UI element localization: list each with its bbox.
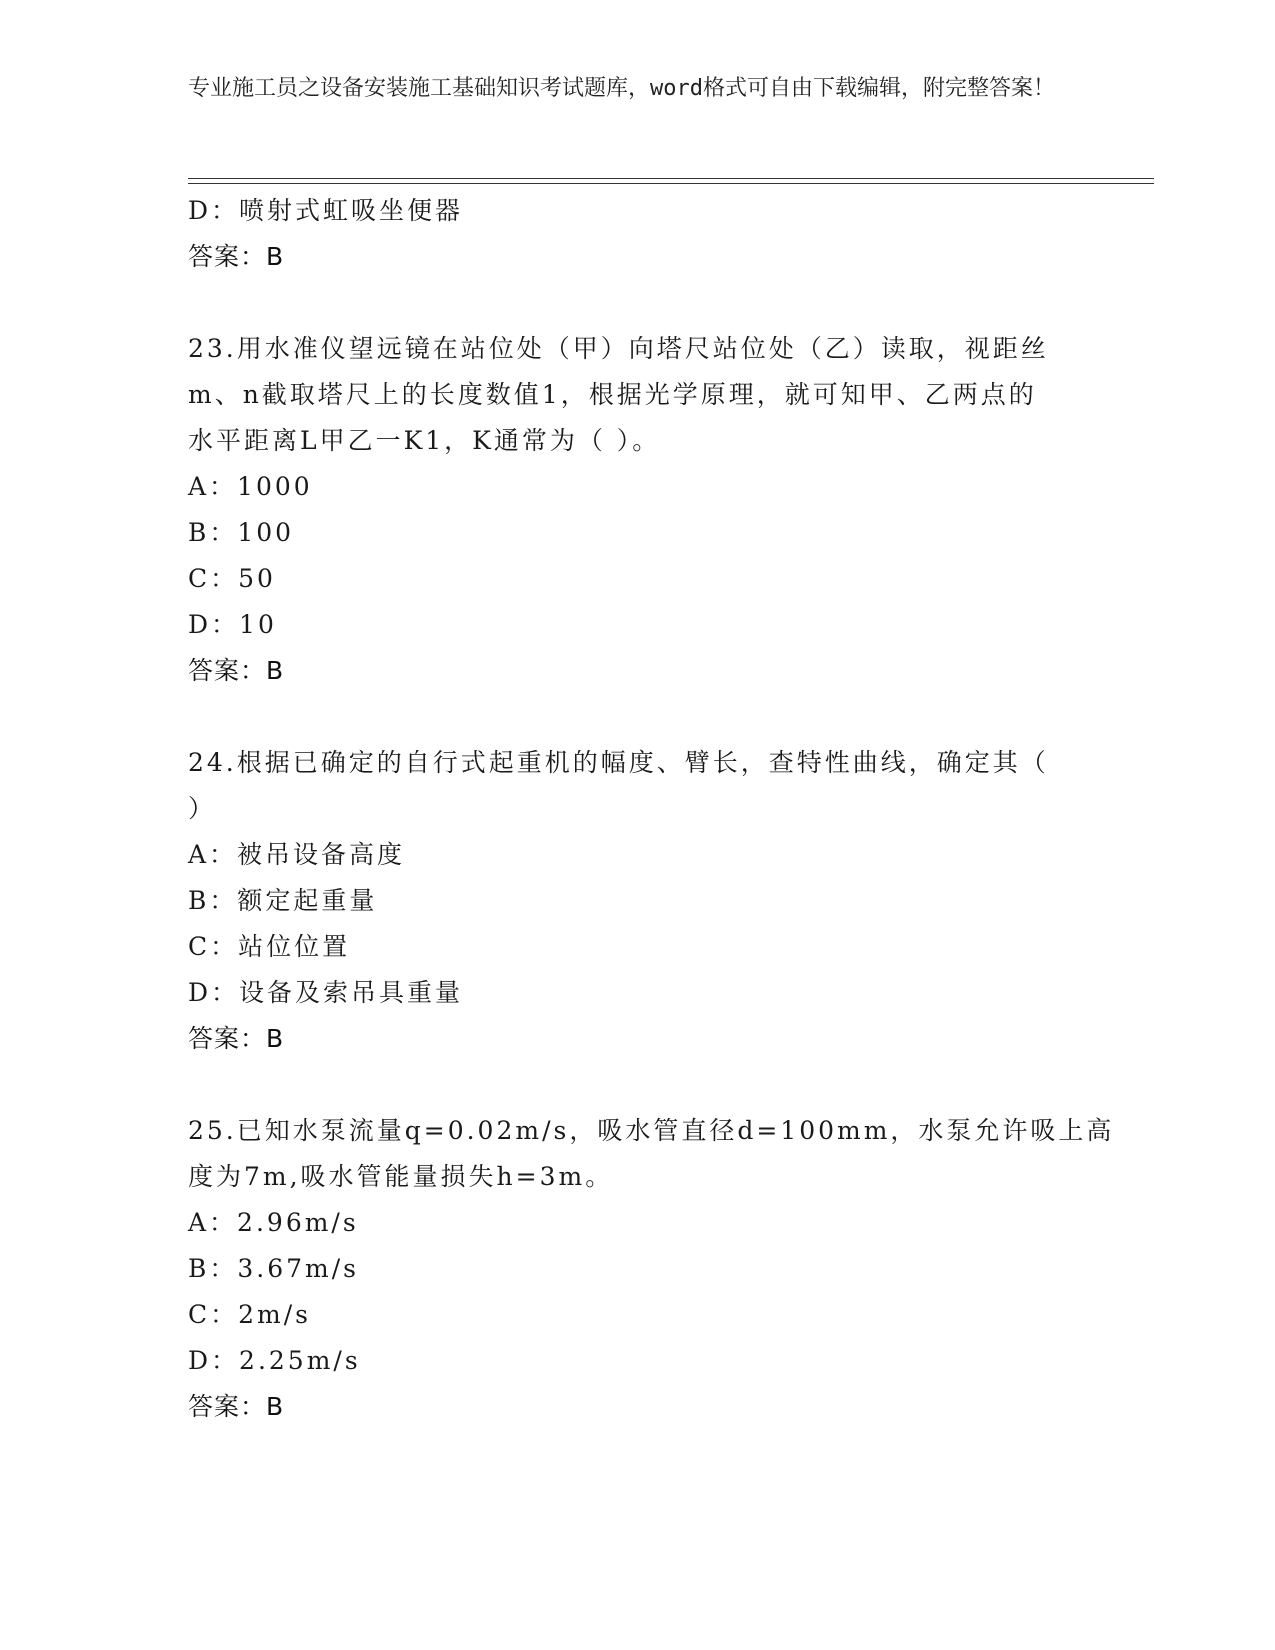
option-a: A：2.96m/s — [188, 1208, 359, 1237]
answer: 答案：B — [188, 242, 285, 271]
option-c: C：2m/s — [188, 1300, 311, 1329]
answer: 答案：B — [188, 1392, 285, 1421]
option-b: B：额定起重量 — [188, 886, 378, 915]
option-d: D：10 — [188, 610, 277, 639]
option-d: D：喷射式虹吸坐便器 — [188, 196, 464, 225]
option-c: C：站位位置 — [188, 932, 351, 961]
option-b: B：100 — [188, 518, 295, 547]
question-text-line: 23.用水准仪望远镜在站位处（甲）向塔尺站位处（乙）读取，视距丝 — [188, 334, 1049, 363]
spacer — [188, 694, 1088, 740]
option-c: C：50 — [188, 564, 276, 593]
header-divider-top — [188, 178, 1154, 179]
option-a: A：被吊设备高度 — [188, 840, 406, 869]
question-text-line: 24.根据已确定的自行式起重机的幅度、臂长，查特性曲线，确定其（ — [188, 748, 1049, 777]
question-22-tail — [188, 188, 1088, 280]
spacer — [188, 280, 1088, 326]
answer: 答案：B — [188, 1024, 285, 1053]
answer: 答案：B — [188, 656, 285, 685]
question-text-line: m、n截取塔尺上的长度数值1，根据光学原理，就可知甲、乙两点的 — [188, 380, 1037, 409]
question-25 — [188, 1108, 1115, 1430]
question-list — [188, 188, 1115, 1430]
option-d: D：设备及索吊具重量 — [188, 978, 464, 1007]
question-text-line: 25.已知水泵流量q=0.02m/s，吸水管直径d=100mm，水泵允许吸上高 — [188, 1116, 1115, 1145]
header-divider-bottom — [188, 183, 1154, 184]
option-a: A：1000 — [188, 472, 313, 501]
spacer — [188, 1062, 1088, 1108]
question-text-line: ） — [188, 794, 217, 823]
question-24 — [188, 740, 1088, 1062]
document-header: 专业施工员之设备安装施工基础知识考试题库，word格式可自由下载编辑，附完整答案！ — [188, 76, 1055, 101]
option-d: D：2.25m/s — [188, 1346, 361, 1375]
question-23 — [188, 326, 1088, 694]
question-text-line: 度为7m,吸水管能量损失h=3m。 — [188, 1162, 614, 1191]
option-b: B：3.67m/s — [188, 1254, 359, 1283]
question-text-line: 水平距离L甲乙一K1，K通常为（ ）。 — [188, 426, 661, 455]
